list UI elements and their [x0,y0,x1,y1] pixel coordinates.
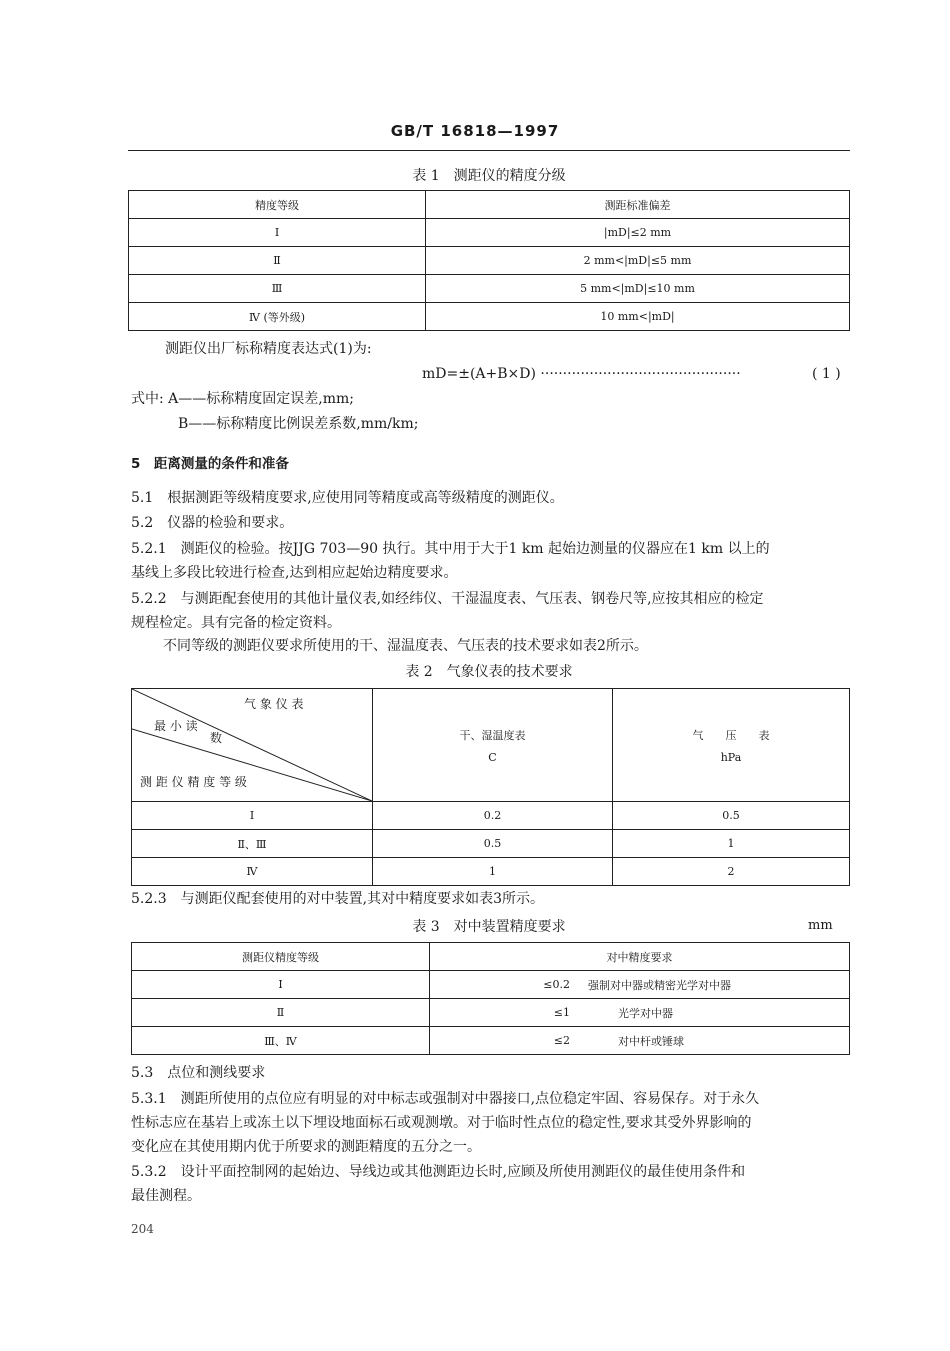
table1-cell: |mD|≤2 mm [426,219,850,247]
formula-where-a: 式中: A——标称精度固定误差,mm; [131,391,354,407]
thermometer-unit: C [488,750,497,764]
table-row [132,1027,850,1055]
table2-header-thermometer [373,689,613,802]
table-row [129,275,850,303]
formula-where-b: B——标称精度比例误差系数,mm/km; [178,416,419,432]
table-row [132,858,850,886]
paragraph-5-2-2-line2: 规程检定。具有完备的检定资料。 [131,615,341,631]
table2-cell: 0.2 [373,802,613,830]
paragraph-5-3-1-line1: 5.3.1 测距所使用的点位应有明显的对中标志或强制对中器接口,点位稳定牢固、容易保存。对于永久 [131,1091,760,1107]
table3-cell: 光学对中器 [588,999,850,1027]
paragraph-5-1: 5.1 根据测距等级精度要求,应使用同等精度或高等级精度的测距仪。 [131,490,564,506]
table2-caption: 表 2 气象仪表的技术要求 [405,664,573,680]
paragraph-5-3-2-line2: 最佳测程。 [131,1188,201,1204]
table-row [129,247,850,275]
page-number: 204 [131,1222,154,1236]
table3-cell: Ⅱ [132,999,430,1027]
table1-cell: 5 mm<|mD|≤10 mm [426,275,850,303]
paragraph-5-2-1-line1: 5.2.1 测距仪的检验。按JJG 703—90 执行。其中用于大于1 km 起始边测量的仪器应在1 km 以上的 [131,541,770,557]
table3-unit: mm [808,918,833,933]
section-5-title: 5 距离测量的条件和准备 [131,456,289,472]
barometer-label: 气 压 表 [692,728,770,742]
table1-header-deviation: 测距标准偏差 [426,191,850,219]
table2-cell: Ⅳ [132,858,373,886]
table2-header-barometer [613,689,850,802]
table2-cell: 2 [613,858,850,886]
thermometer-label: 干、湿温度表 [459,728,526,742]
table1-cell: Ⅲ [129,275,426,303]
table1 [128,190,850,331]
table-row [129,219,850,247]
formula-expression: mD=±(A+B×D) ············································· [422,366,741,382]
table3-cell: Ⅲ、Ⅳ [132,1027,430,1055]
table1-cell: Ⅰ [129,219,426,247]
table1-cell: Ⅳ (等外级) [129,303,426,331]
table2 [131,688,850,886]
paragraph-5-3-2-line1: 5.3.2 设计平面控制网的起始边、导线边或其他测距边长时,应顾及所使用测距仪的最佳使用条件和 [131,1164,746,1180]
table-row [132,999,850,1027]
table3-header-grade: 测距仪精度等级 [132,943,430,971]
table1-cell: 10 mm<|mD| [426,303,850,331]
table1-cell: Ⅱ [129,247,426,275]
table1-caption: 表 1 测距仪的精度分级 [412,168,566,184]
table-row [132,830,850,858]
table3-cell: ≤0.2 [430,971,589,999]
paragraph-5-2-2-line3: 不同等级的测距仪要求所使用的干、湿温度表、气压表的技术要求如表2所示。 [163,638,648,654]
paragraph-5-2-2-line1: 5.2.2 与测距配套使用的其他计量仪表,如经纬仪、干湿温度表、气压表、钢卷尺等,应按其相应的检定 [131,591,764,607]
header-rule [128,150,850,151]
diag-label-min-reading: 最 小 读 [154,719,198,733]
paragraph-5-2: 5.2 仪器的检验和要求。 [131,515,294,531]
formula-number: ( 1 ) [812,366,841,382]
table2-cell: Ⅰ [132,802,373,830]
table2-cell: 0.5 [613,802,850,830]
paragraph-5-2-1-line2: 基线上多段比较进行检查,达到相应起始边精度要求。 [131,565,458,581]
barometer-unit: hPa [720,750,742,764]
table-row [132,971,850,999]
table3-caption: 表 3 对中装置精度要求 [412,919,566,935]
table-row [129,303,850,331]
table1-header-grade: 精度等级 [129,191,426,219]
table2-cell: Ⅱ、Ⅲ [132,830,373,858]
table2-cell: 1 [373,858,613,886]
table2-cell: 0.5 [373,830,613,858]
formula-intro: 测距仪出厂标称精度表达式(1)为: [165,341,372,357]
table3-cell: 强制对中器或精密光学对中器 [588,971,850,999]
table2-cell: 1 [613,830,850,858]
diag-label-grade: 测 距 仪 精 度 等 级 [140,775,247,789]
table-row [132,802,850,830]
table1-cell: 2 mm<|mD|≤5 mm [426,247,850,275]
diag-label-min-reading-2: 数 [210,731,223,745]
table3-cell: ≤1 [430,999,589,1027]
section-5-3-title: 5.3 点位和测线要求 [131,1065,266,1081]
paragraph-5-3-1-line3: 变化应在其使用期内优于所要求的测距精度的五分之一。 [131,1139,481,1155]
diag-label-instrument: 气 象 仪 表 [244,697,304,711]
standard-code-header: GB/T 16818—1997 [390,122,560,140]
table3-cell: 对中杆或锤球 [588,1027,850,1055]
paragraph-5-3-1-line2: 性标志应在基岩上或冻土以下埋设地面标石或观测墩。对于临时性点位的稳定性,要求其受外界影响的 [131,1115,752,1131]
table3 [131,942,850,1055]
table3-cell: Ⅰ [132,971,430,999]
table3-header-requirement: 对中精度要求 [430,943,850,971]
table3-cell: ≤2 [430,1027,589,1055]
paragraph-5-2-3: 5.2.3 与测距仪配套使用的对中装置,其对中精度要求如表3所示。 [131,891,544,907]
table2-diagonal-header [132,689,373,802]
